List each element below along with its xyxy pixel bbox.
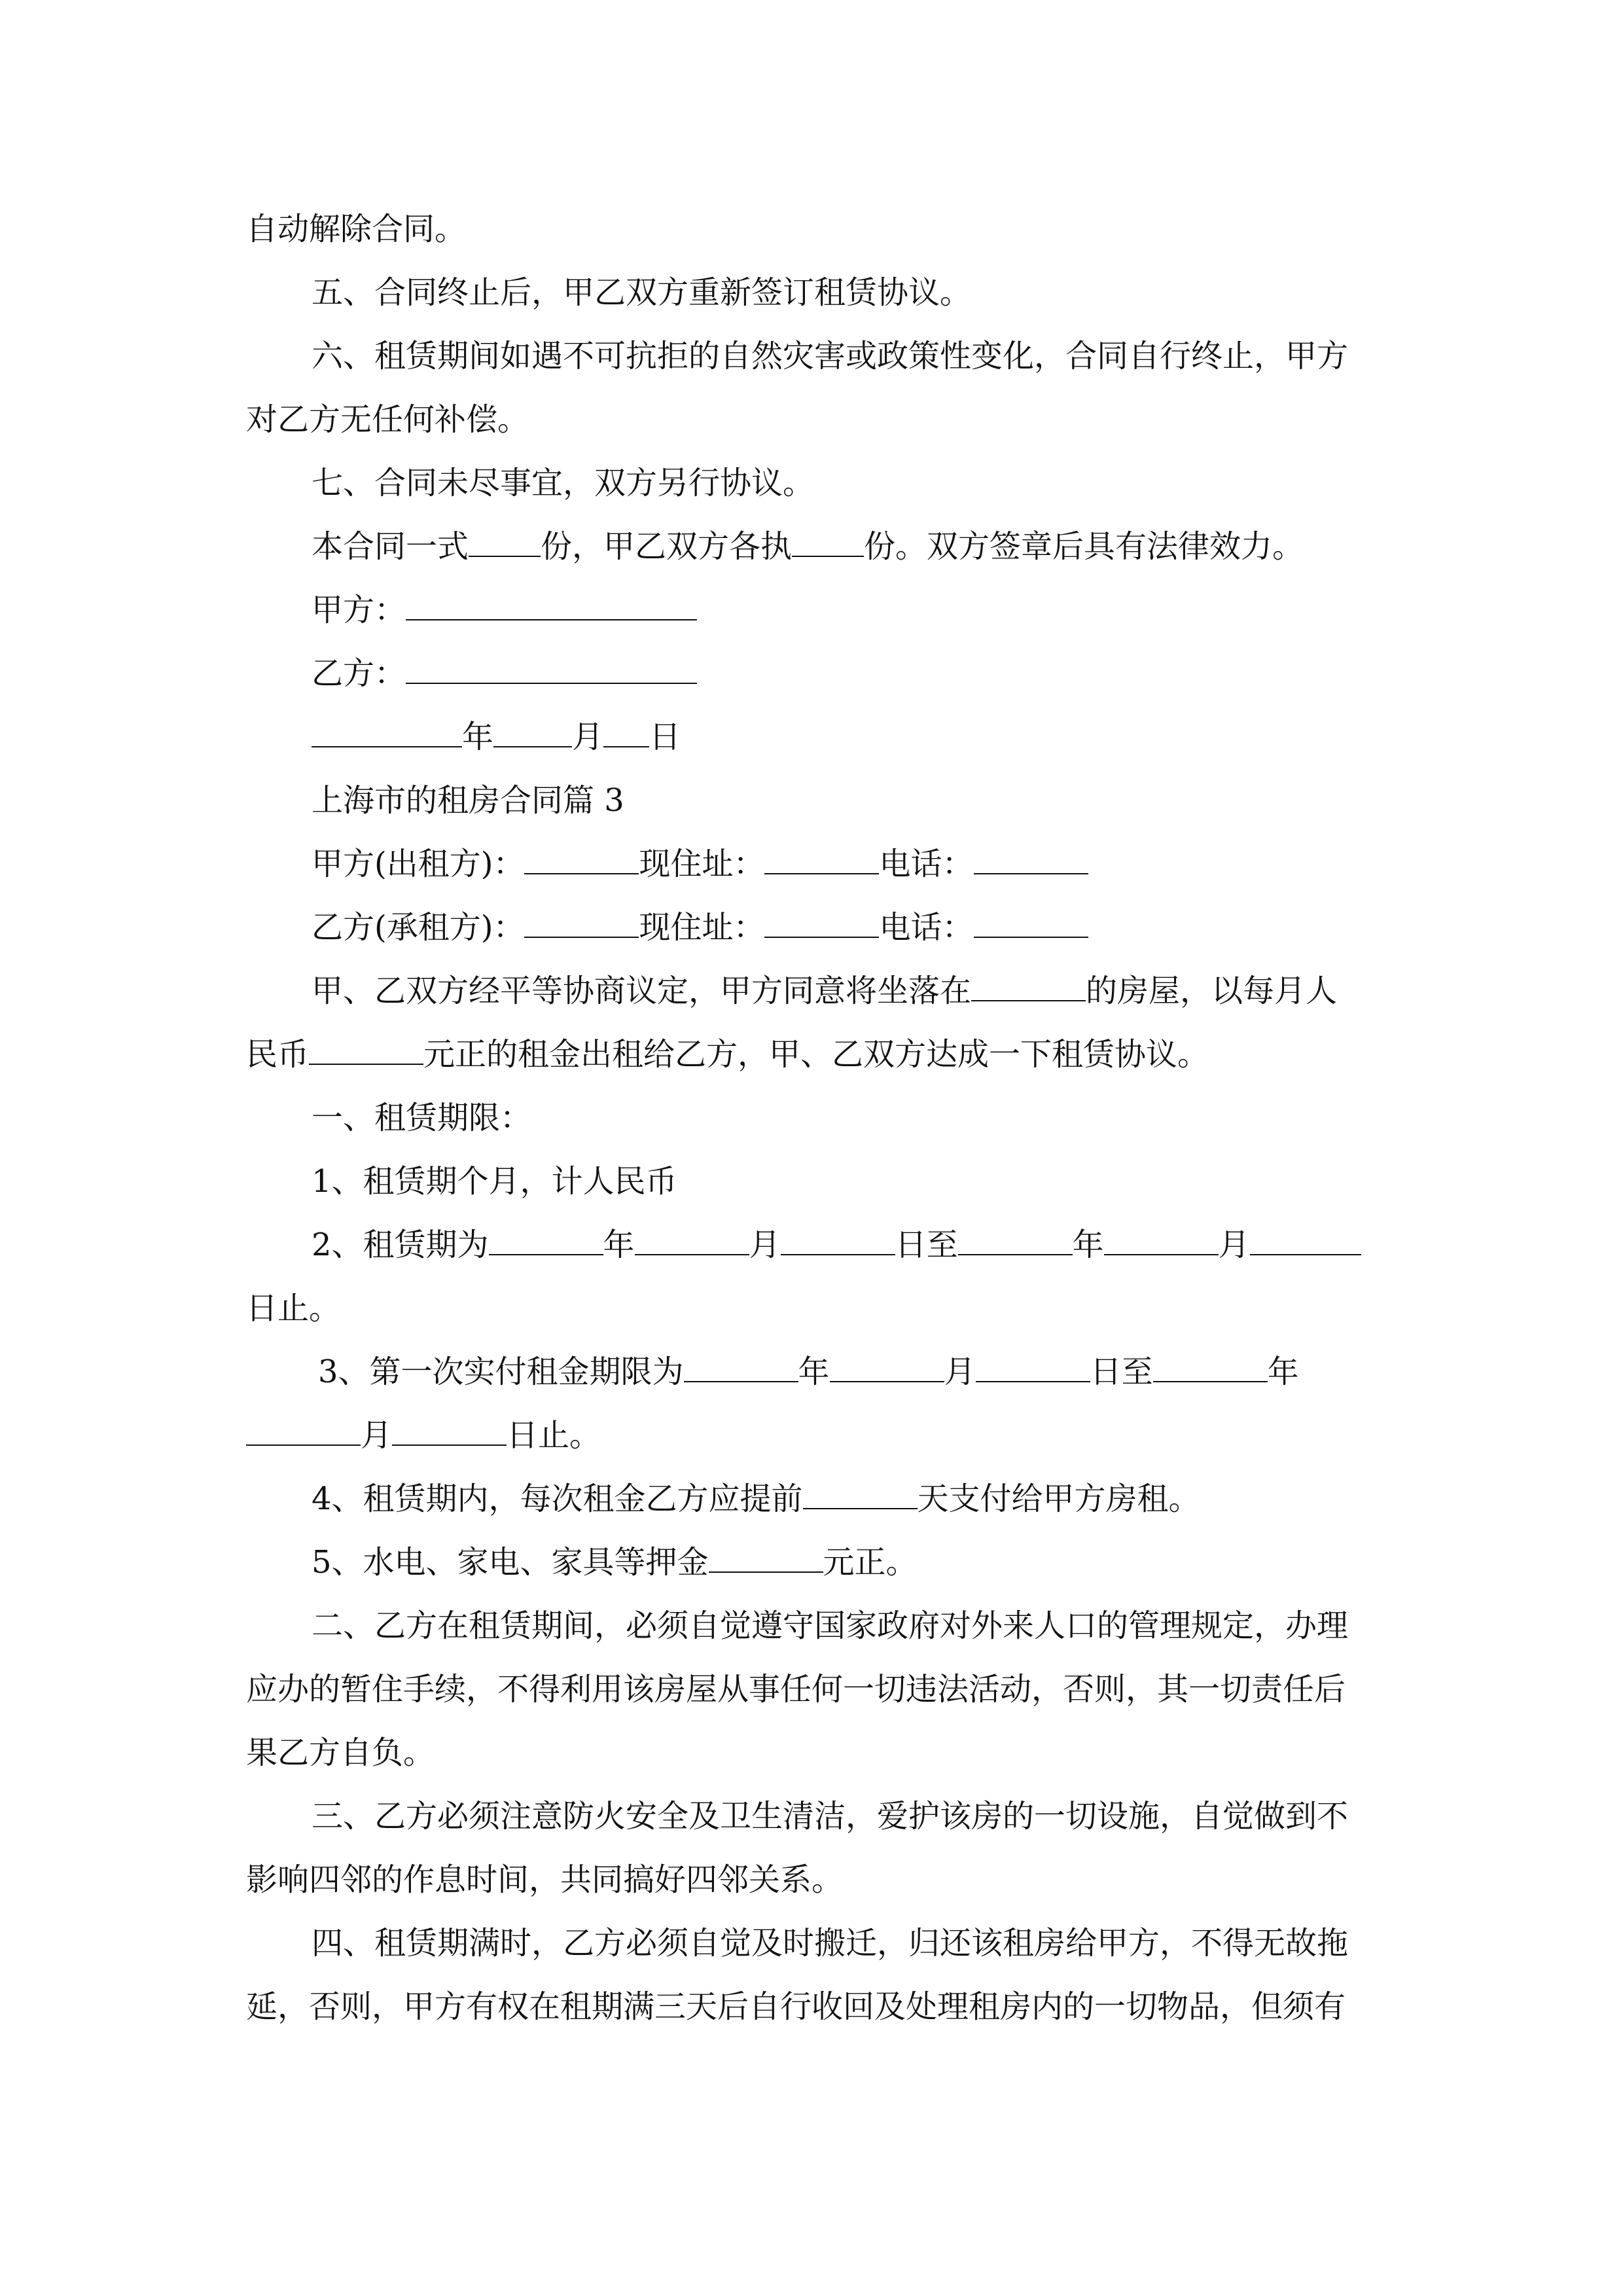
blank-field[interactable] (830, 1352, 944, 1382)
blank-field[interactable] (709, 1543, 823, 1573)
text-line: 民币 元正的租金出租给乙方，甲、乙双方达成一下租赁协议。 (246, 1036, 1209, 1073)
blank-field[interactable] (392, 1416, 507, 1446)
lease-period-line: 2、租赁期为 年 月 日至 年 月 (312, 1225, 1361, 1265)
text-line: 日止。 (246, 1290, 341, 1327)
text-line: 4、租赁期内，每次租金乙方应提前 天支付给甲方房租。 (312, 1480, 1200, 1517)
blank-field[interactable] (524, 908, 639, 938)
text-line: 七、合同未尽事宜，双方另行协议。 (312, 465, 815, 501)
copies-line: 本合同一式 份，甲乙双方各执 份。双方签章后具有法律效力。 (312, 528, 1304, 565)
blank-field[interactable] (684, 1352, 798, 1382)
text-line: 1、租赁期个月，计人民币 (312, 1163, 677, 1200)
text-line: 自动解除合同。 (246, 211, 467, 247)
text-line: 六、租赁期间如遇不可抗拒的自然灾害或政策性变化，合同自行终止，甲方 (312, 338, 1349, 374)
blank-field[interactable] (803, 1479, 918, 1509)
blank-field[interactable] (1250, 1225, 1361, 1255)
text-line: 对乙方无任何补偿。 (246, 401, 529, 438)
text-line: 五、合同终止后，甲乙双方重新签订租赁协议。 (312, 274, 972, 311)
blank-field[interactable] (469, 527, 541, 557)
blank-field[interactable] (974, 844, 1088, 874)
lessor-info-line: 甲方(出租方)： 现住址： 电话： (312, 844, 1088, 884)
text-line: 延，否则，甲方有权在租期满三天后自行收回及处理租房内的一切物品，但须有 (246, 1988, 1346, 2025)
blank-field[interactable] (603, 717, 649, 747)
blank-field[interactable] (635, 1225, 749, 1255)
blank-field[interactable] (764, 844, 879, 874)
section-title: 上海市的租房合同篇 3 (312, 782, 624, 819)
party-b-signature-line: 乙方： (312, 654, 697, 693)
blank-field[interactable] (958, 1225, 1073, 1255)
blank-field[interactable] (764, 908, 879, 938)
date-line: 年 月 日 (312, 717, 681, 757)
text-line: 一、租赁期限： (312, 1100, 532, 1136)
text-line: 甲、乙双方经平等协商议定，甲方同意将坐落在 的房屋，以每月人 (312, 973, 1338, 1009)
blank-field[interactable] (493, 717, 572, 747)
text-line: 月 日止。 (246, 1416, 601, 1455)
first-rent-period-line: 3、第一次实付租金期限为 年 月 日至 年 (318, 1354, 1299, 1390)
blank-field[interactable] (312, 717, 462, 747)
text-line: 三、乙方必须注意防火安全及卫生清洁，爱护该房的一切设施，自觉做到不 (312, 1798, 1349, 1835)
text-line: 应办的暂住手续，不得利用该房屋从事任何一切违法活动，否则，其一切责任后 (246, 1671, 1346, 1708)
text-line: 二、乙方在租赁期间，必须自觉遵守国家政府对外来人口的管理规定，办理 (312, 1607, 1349, 1644)
blank-field[interactable] (524, 844, 639, 874)
party-a-signature-line: 甲方： (312, 590, 697, 630)
blank-field[interactable] (792, 527, 864, 557)
blank-field[interactable] (781, 1225, 895, 1255)
signature-blank[interactable] (406, 590, 697, 620)
blank-field[interactable] (974, 908, 1088, 938)
blank-field[interactable] (1104, 1225, 1219, 1255)
signature-blank[interactable] (406, 654, 697, 684)
blank-field[interactable] (246, 1416, 361, 1446)
text-line: 四、租赁期满时，乙方必须自觉及时搬迁，归还该租房给甲方，不得无故拖 (312, 1925, 1349, 1962)
blank-field[interactable] (1153, 1352, 1268, 1382)
blank-field[interactable] (976, 1352, 1090, 1382)
text-line: 果乙方自负。 (246, 1734, 435, 1771)
text-line: 5、水电、家电、家具等押金 元正。 (312, 1544, 918, 1581)
text-line: 影响四邻的作息时间，共同搞好四邻关系。 (246, 1861, 844, 1898)
blank-field[interactable] (309, 1035, 423, 1065)
blank-field[interactable] (971, 971, 1086, 1001)
lessee-info-line: 乙方(承租方)： 现住址： 电话： (312, 908, 1088, 947)
blank-field[interactable] (489, 1225, 603, 1255)
